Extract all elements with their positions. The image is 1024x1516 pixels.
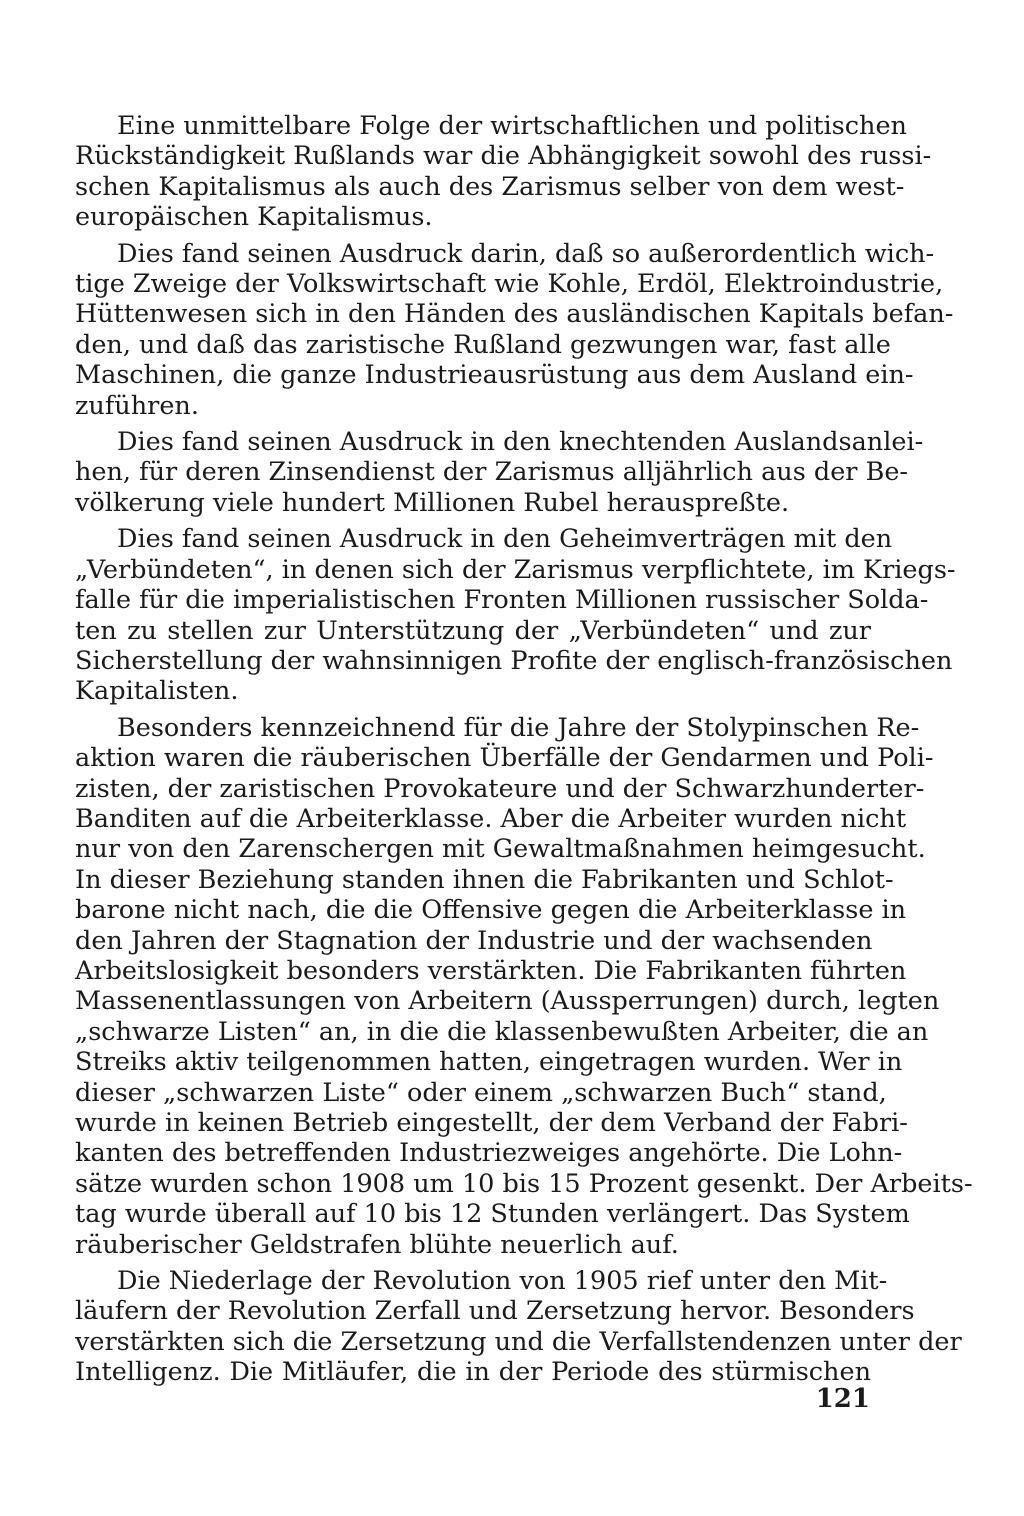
text-line: den, und daß das zaristische Rußland gezwungen war, fast alle	[75, 329, 891, 360]
text-line: den Jahren der Stagnation der Industrie und der wachsenden	[75, 925, 873, 956]
text-line: In dieser Beziehung standen ihnen die Fabrikanten und Schlot-	[75, 864, 894, 895]
text-line: „Verbündeten“, in denen sich der Zarismus verpflichtete, im Kriegs-	[75, 554, 956, 585]
text-line: sätze wurden schon 1908 um 10 bis 15 Prozent gesenkt. Der Arbeits-	[75, 1168, 973, 1199]
text-line: zuführen.	[75, 390, 199, 421]
text-line: Streiks aktiv teilgenommen hatten, eingetragen wurden. Wer in	[75, 1047, 903, 1078]
text-line: räuberischer Geldstrafen blühte neuerlich auf.	[75, 1229, 679, 1260]
text-line: barone nicht nach, die die Offensive gegen die Arbeiterklasse in	[75, 895, 907, 926]
text-line: völkerung viele hundert Millionen Rubel herauspreßte.	[75, 487, 790, 518]
text-line: Eine unmittelbare Folge der wirtschaftlichen und politischen	[117, 111, 907, 141]
text-line: schen Kapitalismus als auch des Zarismus selber von dem west-	[75, 171, 905, 202]
paragraph	[75, 1266, 962, 1388]
paragraph	[75, 524, 956, 707]
text-line: „schwarze Listen“ an, in die die klassenbewußten Arbeiter, die an	[75, 1016, 929, 1047]
text-line: Die Niederlage der Revolution von 1905 rief unter den Mit-	[117, 1266, 888, 1297]
text-line: hen, für deren Zinsendienst der Zarismus alljährlich aus der Be-	[75, 457, 909, 488]
text-line: Arbeitslosigkeit besonders verstärkten. Die Fabrikanten führten	[75, 955, 907, 986]
text-line: zisten, der zaristischen Provokateure und der Schwarzhunderter-	[75, 773, 925, 804]
text-line: Dies fand seinen Ausdruck in den knechtenden Auslandsanlei-	[117, 427, 924, 458]
text-line: Rückständigkeit Rußlands war die Abhängigkeit sowohl des russi-	[75, 141, 932, 172]
paragraph	[75, 238, 954, 421]
text-line: Besonders kennzeichnend für die Jahre der Stolypinschen Re-	[117, 712, 920, 743]
paragraph	[75, 111, 932, 233]
text-line: Maschinen, die ganze Industrieausrüstung aus dem Ausland ein-	[75, 360, 914, 391]
text-line: wurde in keinen Betrieb eingestellt, der dem Verband der Fabri-	[75, 1108, 908, 1138]
text-line: falle für die imperialistischen Fronten Millionen russischer Solda-	[75, 585, 929, 616]
text-line: Massenentlassungen von Arbeitern (Aussperrungen) durch, legten	[75, 986, 940, 1017]
text-line: Kapitalisten.	[75, 676, 239, 707]
text-line: nur von den Zarenschergen mit Gewaltmaßnahmen heimgesucht.	[75, 834, 926, 865]
text-line: Banditen auf die Arbeiterklasse. Aber die Arbeiter wurden nicht	[75, 803, 907, 834]
text-line: Hüttenwesen sich in den Händen des ausländischen Kapitals befan-	[75, 299, 954, 330]
text-line: Dies fand seinen Ausdruck darin, daß so außerordentlich wich-	[117, 238, 935, 269]
text-line: tige Zweige der Volkswirtschaft wie Kohle, Erdöl, Elektroindustrie,	[75, 269, 944, 300]
paragraph	[75, 712, 973, 1260]
text-line: Sicherstellung der wahnsinnigen Profite der englisch-französischen	[75, 645, 953, 676]
text-line: europäischen Kapitalismus.	[75, 202, 433, 233]
text-line: läufern der Revolution Zerfall und Zersetzung hervor. Besonders	[75, 1296, 915, 1327]
text-line: kanten des betreffenden Industriezweiges angehörte. Die Lohn-	[75, 1138, 903, 1169]
text-line: dieser „schwarzen Liste“ oder einem „schwarzen Buch“ stand,	[75, 1077, 887, 1108]
text-line: aktion waren die räuberischen Überfälle der Gendarmen und Poli-	[75, 743, 934, 774]
text-line: tag wurde überall auf 10 bis 12 Stunden verlängert. Das System	[75, 1199, 910, 1230]
paragraph	[75, 427, 924, 518]
body-text	[75, 111, 973, 1394]
text-line: Intelligenz. Die Mitläufer, die in der Periode des stürmischen	[75, 1357, 871, 1388]
text-line: ten zu stellen zur Unterstützung der „Verbündeten“ und zur	[75, 615, 871, 646]
text-line: verstärkten sich die Zersetzung und die Verfallstendenzen unter der	[75, 1326, 962, 1357]
page-number: 121	[815, 1384, 870, 1414]
text-line: Dies fand seinen Ausdruck in den Geheimverträgen mit den	[117, 524, 893, 555]
